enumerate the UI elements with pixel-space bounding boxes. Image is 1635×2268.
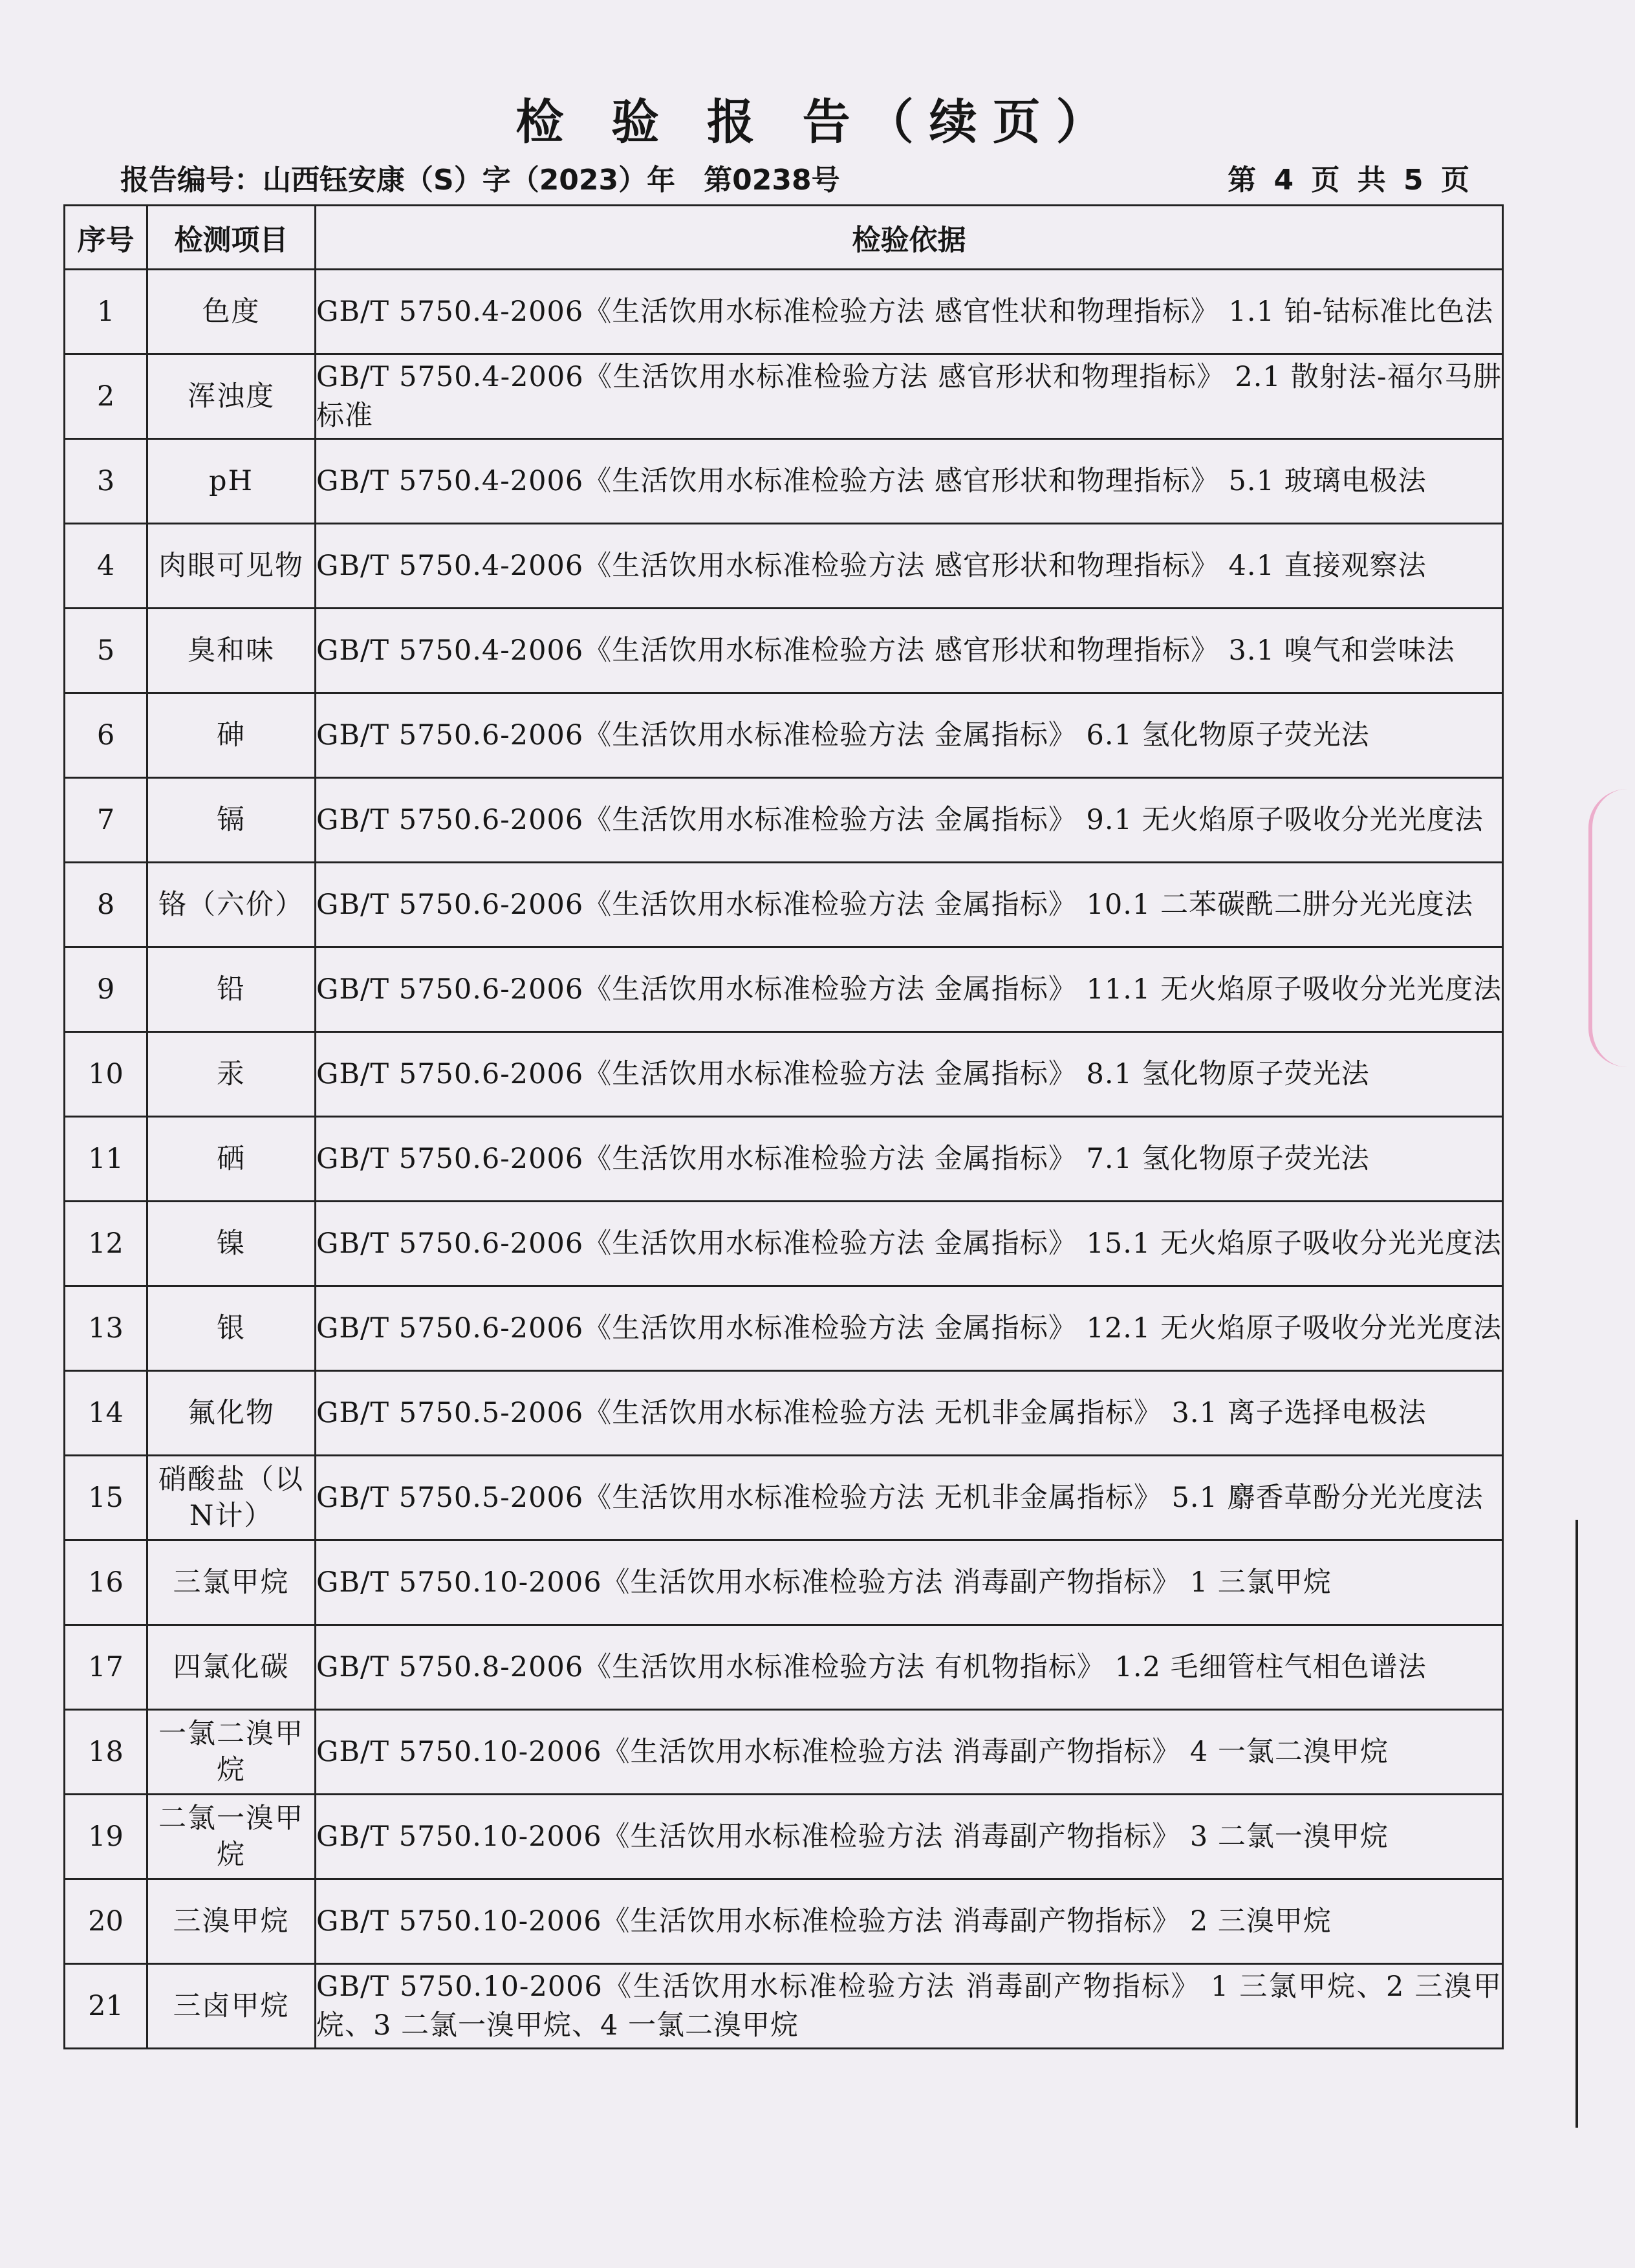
test-item: 肉眼可见物 <box>147 524 316 609</box>
row-number: 1 <box>65 270 147 354</box>
test-basis: GB/T 5750.6-2006《生活饮用水标准检验方法 金属指标》 6.1 氢化物原子荧光法 <box>316 693 1503 778</box>
test-basis: GB/T 5750.6-2006《生活饮用水标准检验方法 金属指标》 15.1 无火焰原子吸收分光光度法 <box>316 1202 1503 1286</box>
test-item: 四氯化碳 <box>147 1625 316 1710</box>
table-row <box>65 1795 1503 1879</box>
header-basis: 检验依据 <box>316 206 1503 270</box>
table-row <box>65 270 1503 354</box>
row-number: 8 <box>65 863 147 947</box>
test-item: pH <box>147 439 316 524</box>
row-number: 16 <box>65 1540 147 1625</box>
test-basis: GB/T 5750.5-2006《生活饮用水标准检验方法 无机非金属指标》 5.1 麝香草酚分光光度法 <box>316 1456 1503 1540</box>
test-item: 银 <box>147 1286 316 1371</box>
test-item: 三氯甲烷 <box>147 1540 316 1625</box>
row-number: 11 <box>65 1117 147 1202</box>
report-number: 报告编号：山西钰安康（S）字（2023）年 第0238号 <box>120 164 840 197</box>
row-number: 12 <box>65 1202 147 1286</box>
table-header-row <box>65 206 1503 270</box>
test-basis: GB/T 5750.10-2006《生活饮用水标准检验方法 消毒副产物指标》 4 一氯二溴甲烷 <box>316 1710 1503 1795</box>
row-number: 7 <box>65 778 147 863</box>
row-number: 10 <box>65 1032 147 1117</box>
test-basis: GB/T 5750.6-2006《生活饮用水标准检验方法 金属指标》 12.1 无火焰原子吸收分光光度法 <box>316 1286 1503 1371</box>
row-number: 5 <box>65 609 147 693</box>
row-number: 21 <box>65 1964 147 2049</box>
test-item: 氟化物 <box>147 1371 316 1456</box>
table-row <box>65 1540 1503 1625</box>
table-row <box>65 1032 1503 1117</box>
table-row <box>65 1117 1503 1202</box>
test-item: 硒 <box>147 1117 316 1202</box>
test-item: 色度 <box>147 270 316 354</box>
table-row <box>65 693 1503 778</box>
test-item: 硝酸盐（以N计） <box>147 1456 316 1540</box>
row-number: 3 <box>65 439 147 524</box>
test-basis: GB/T 5750.6-2006《生活饮用水标准检验方法 金属指标》 10.1 二苯碳酰二肼分光光度法 <box>316 863 1503 947</box>
table-row <box>65 1371 1503 1456</box>
test-basis: GB/T 5750.6-2006《生活饮用水标准检验方法 金属指标》 8.1 氢化物原子荧光法 <box>316 1032 1503 1117</box>
test-basis: GB/T 5750.4-2006《生活饮用水标准检验方法 感官形状和物理指标》 4.1 直接观察法 <box>316 524 1503 609</box>
table-row <box>65 1625 1503 1710</box>
table-row <box>65 863 1503 947</box>
table-row <box>65 1286 1503 1371</box>
test-basis: GB/T 5750.6-2006《生活饮用水标准检验方法 金属指标》 7.1 氢化物原子荧光法 <box>316 1117 1503 1202</box>
row-number: 19 <box>65 1795 147 1879</box>
table-row <box>65 1456 1503 1540</box>
test-item: 三卤甲烷 <box>147 1964 316 2049</box>
table-row <box>65 524 1503 609</box>
table-row <box>65 1964 1503 2049</box>
page-info: 第 4 页 共 5 页 <box>1228 164 1473 197</box>
test-item: 砷 <box>147 693 316 778</box>
row-number: 4 <box>65 524 147 609</box>
table-row <box>65 1710 1503 1795</box>
table-row <box>65 609 1503 693</box>
test-item: 二氯一溴甲烷 <box>147 1795 316 1879</box>
row-number: 13 <box>65 1286 147 1371</box>
table-row <box>65 1879 1503 1964</box>
row-number: 2 <box>65 354 147 439</box>
row-number: 9 <box>65 947 147 1032</box>
table-row <box>65 778 1503 863</box>
test-basis: GB/T 5750.6-2006《生活饮用水标准检验方法 金属指标》 9.1 无火焰原子吸收分光光度法 <box>316 778 1503 863</box>
test-item: 三溴甲烷 <box>147 1879 316 1964</box>
test-basis: GB/T 5750.10-2006《生活饮用水标准检验方法 消毒副产物指标》 2 三溴甲烷 <box>316 1879 1503 1964</box>
row-number: 20 <box>65 1879 147 1964</box>
test-item: 铅 <box>147 947 316 1032</box>
test-basis: GB/T 5750.4-2006《生活饮用水标准检验方法 感官形状和物理指标》 5.1 玻璃电极法 <box>316 439 1503 524</box>
test-item: 浑浊度 <box>147 354 316 439</box>
table-row <box>65 354 1503 439</box>
seal-stamp-fragment <box>1588 789 1631 1067</box>
row-number: 6 <box>65 693 147 778</box>
row-number: 17 <box>65 1625 147 1710</box>
test-basis: GB/T 5750.4-2006《生活饮用水标准检验方法 感官形状和物理指标》 3.1 嗅气和尝味法 <box>316 609 1503 693</box>
test-item: 镉 <box>147 778 316 863</box>
header-item: 检测项目 <box>147 206 316 270</box>
test-basis: GB/T 5750.6-2006《生活饮用水标准检验方法 金属指标》 11.1 无火焰原子吸收分光光度法 <box>316 947 1503 1032</box>
test-item: 汞 <box>147 1032 316 1117</box>
row-number: 18 <box>65 1710 147 1795</box>
test-basis: GB/T 5750.4-2006《生活饮用水标准检验方法 感官形状和物理指标》 2.1 散射法-福尔马肼标准 <box>316 354 1503 439</box>
row-number: 14 <box>65 1371 147 1456</box>
test-item: 铬（六价） <box>147 863 316 947</box>
test-basis: GB/T 5750.8-2006《生活饮用水标准检验方法 有机物指标》 1.2 毛细管柱气相色谱法 <box>316 1625 1503 1710</box>
test-basis: GB/T 5750.10-2006《生活饮用水标准检验方法 消毒副产物指标》 1 三氯甲烷 <box>316 1540 1503 1625</box>
test-basis: GB/T 5750.10-2006《生活饮用水标准检验方法 消毒副产物指标》 1 三氯甲烷、2 三溴甲烷、3 二氯一溴甲烷、4 一氯二溴甲烷 <box>316 1964 1503 2049</box>
test-basis: GB/T 5750.5-2006《生活饮用水标准检验方法 无机非金属指标》 3.1 离子选择电极法 <box>316 1371 1503 1456</box>
margin-line <box>1575 1520 1578 2128</box>
test-basis: GB/T 5750.10-2006《生活饮用水标准检验方法 消毒副产物指标》 3 二氯一溴甲烷 <box>316 1795 1503 1879</box>
report-title: 检 验 报 告（续页） <box>515 94 1120 150</box>
table-row <box>65 1202 1503 1286</box>
test-basis: GB/T 5750.4-2006《生活饮用水标准检验方法 感官性状和物理指标》 1.1 铂-钴标准比色法 <box>316 270 1503 354</box>
test-item: 镍 <box>147 1202 316 1286</box>
row-number: 15 <box>65 1456 147 1540</box>
test-item: 臭和味 <box>147 609 316 693</box>
table-row <box>65 439 1503 524</box>
table-body <box>65 270 1503 2049</box>
inspection-basis-table <box>63 204 1504 2049</box>
test-item: 一氯二溴甲烷 <box>147 1710 316 1795</box>
table-row <box>65 947 1503 1032</box>
header-no: 序号 <box>65 206 147 270</box>
